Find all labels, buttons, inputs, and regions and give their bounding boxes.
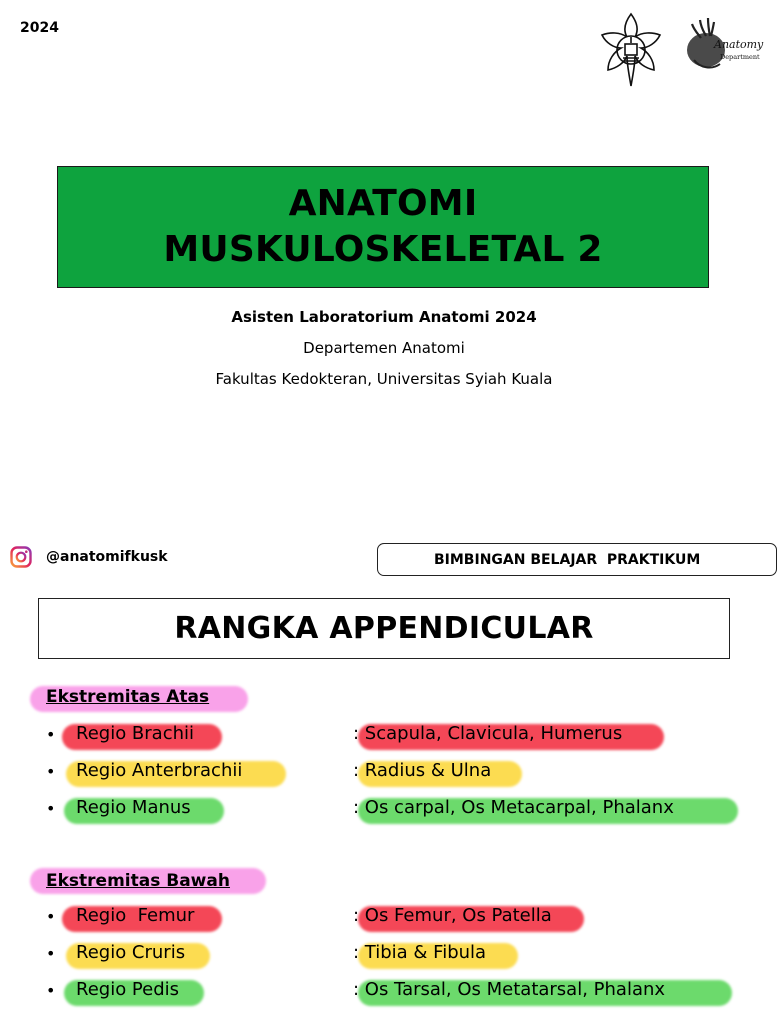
bimbingan-banner-label: BIMBINGAN BELAJAR PRAKTIKUM bbox=[434, 551, 701, 568]
slide-heading: RANGKA APPENDICULAR bbox=[174, 611, 594, 646]
bullet: • bbox=[46, 907, 56, 926]
bullet: • bbox=[46, 762, 56, 781]
bullet: • bbox=[46, 944, 56, 963]
bullet: • bbox=[46, 981, 56, 1000]
list-item-term: Regio Femur bbox=[76, 905, 195, 926]
list-item-value: : Tibia & Fibula bbox=[353, 942, 487, 963]
instagram-icon bbox=[10, 546, 32, 568]
list-item-term: Regio Anterbrachii bbox=[76, 760, 243, 781]
list-item bbox=[0, 905, 768, 935]
slide-heading-box bbox=[38, 598, 730, 659]
list-item-term: Regio Cruris bbox=[76, 942, 186, 963]
list-item bbox=[0, 760, 768, 790]
bullet: • bbox=[46, 725, 56, 744]
list-item-value: : Os Tarsal, Os Metatarsal, Phalanx bbox=[353, 979, 666, 1000]
list-item-value: : Radius & Ulna bbox=[353, 760, 492, 781]
university-logo bbox=[590, 10, 672, 90]
year-label: 2024 bbox=[20, 20, 59, 36]
content-slide bbox=[0, 512, 768, 1024]
list-item bbox=[0, 723, 768, 753]
list-item-term: Regio Pedis bbox=[76, 979, 180, 1000]
anatomy-department-logo bbox=[680, 14, 764, 76]
subtitle-assistant: Asisten Laboratorium Anatomi 2024 bbox=[231, 308, 537, 326]
logo-subtext: Department bbox=[720, 53, 760, 61]
section-title-lower: Ekstremitas Bawah bbox=[46, 871, 230, 891]
section-title-upper: Ekstremitas Atas bbox=[46, 687, 210, 707]
list-item-value: : Os carpal, Os Metacarpal, Phalanx bbox=[353, 797, 674, 818]
bimbingan-banner bbox=[377, 543, 777, 576]
bullet: • bbox=[46, 799, 56, 818]
list-item-term: Regio Manus bbox=[76, 797, 191, 818]
subtitle-department: Departemen Anatomi bbox=[303, 339, 465, 357]
logo-text: Anatomy bbox=[714, 38, 764, 51]
list-item bbox=[0, 979, 768, 1009]
title-line-1: ANATOMI bbox=[288, 183, 478, 224]
subtitle-faculty: Fakultas Kedokteran, Universitas Syiah Kuala bbox=[215, 370, 553, 388]
list-item-value: : Scapula, Clavicula, Humerus bbox=[353, 723, 623, 744]
title-line-2: MUSKULOSKELETAL 2 bbox=[163, 229, 603, 270]
title-slide bbox=[0, 0, 768, 512]
instagram-handle: @anatomifkusk bbox=[46, 549, 168, 565]
list-item-value: : Os Femur, Os Patella bbox=[353, 905, 552, 926]
list-item bbox=[0, 797, 768, 827]
list-item bbox=[0, 942, 768, 972]
title-box bbox=[57, 166, 709, 288]
list-item-term: Regio Brachii bbox=[76, 723, 195, 744]
